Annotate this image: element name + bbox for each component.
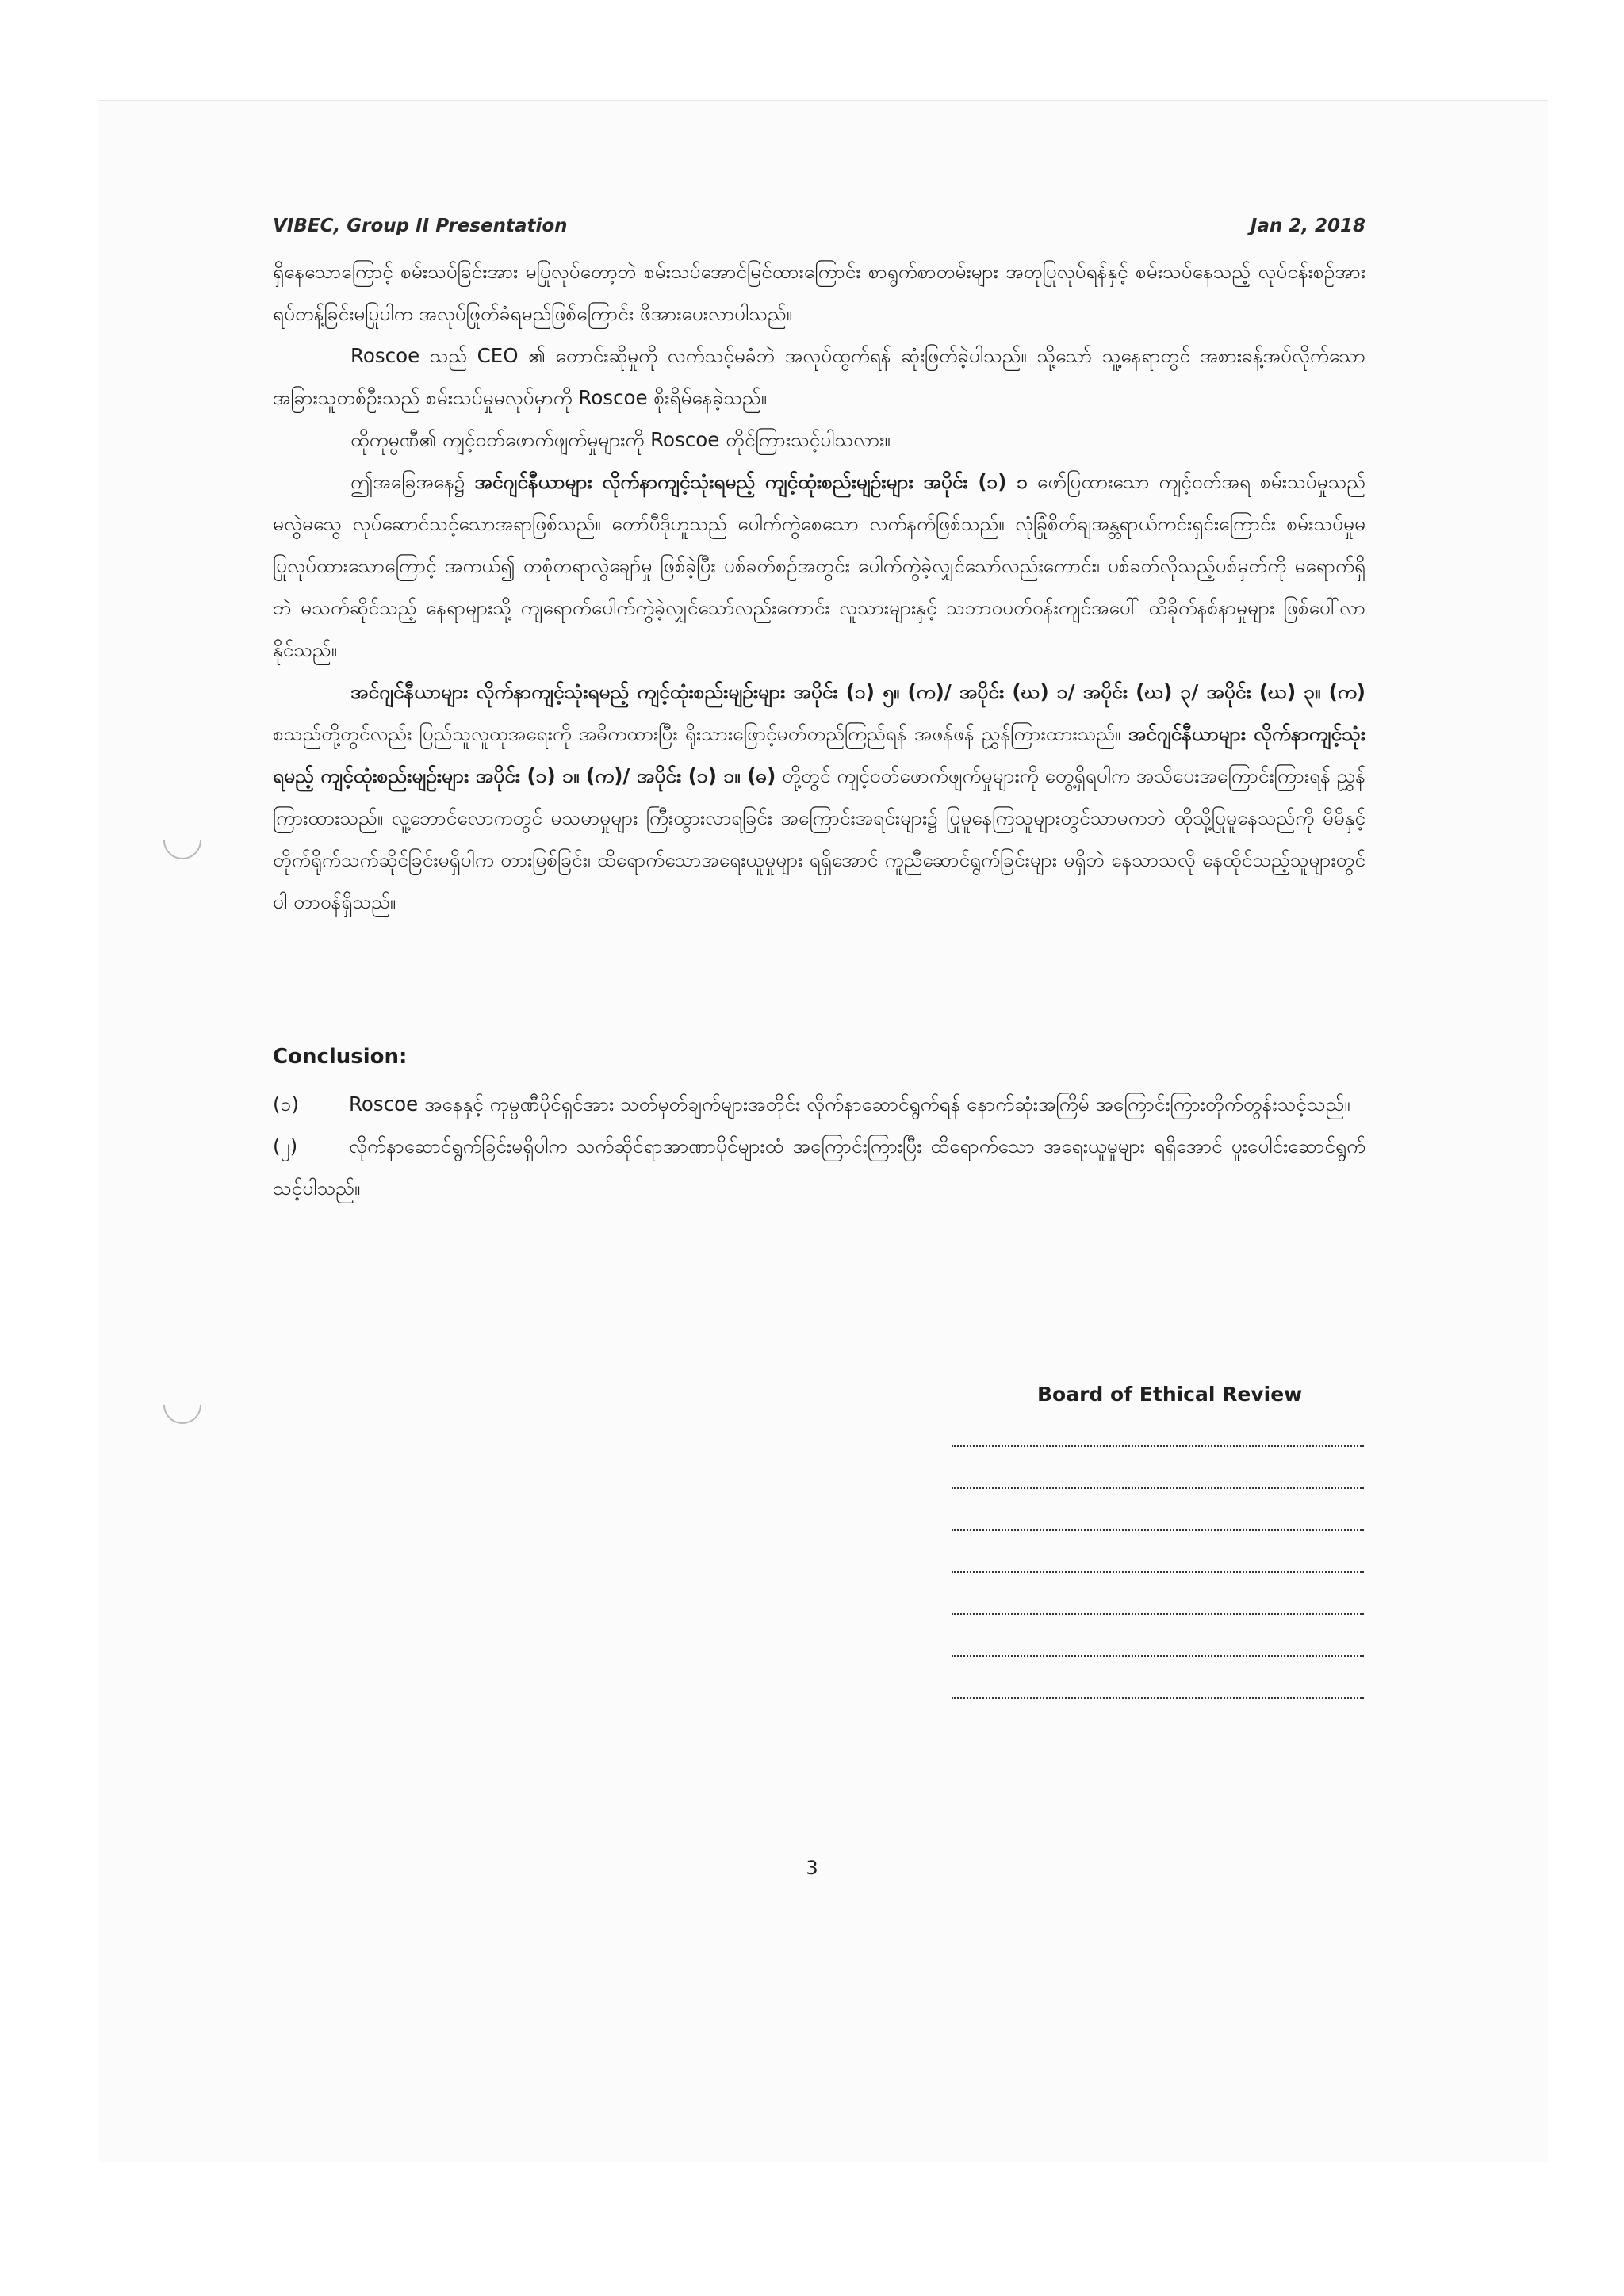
paragraph-4-code-reference: အင်ဂျင်နီယာများ လိုက်နာကျင့်သုံးရမည့် ကျင့်ထုံးစည်းမျဉ်းများ အပိုင်း (၁) ၁ <box>474 470 1028 493</box>
signature-line <box>952 1582 1364 1624</box>
paragraph-5-text-1: စသည်တို့တွင်လည်း ပြည်သူလူထုအရေးကို အဓိကထားပြီး ရိုးသားဖြောင့်မတ်တည်ကြည်ရန် အဖန်ဖန် ညွှန်ကြားထားသည်။ <box>273 722 1128 745</box>
signature-line <box>952 1624 1364 1667</box>
paragraph-5-code-reference-1: အင်ဂျင်နီယာများ လိုက်နာကျင့်သုံးရမည့် ကျင့်ထုံးစည်းမျဉ်းများ အပိုင်း (၁) ၅။ (က)/ အပိုင်း (ဃ) ၁/ အပိုင်း (ဃ) ၃/ အပိုင်း (ဃ) ၃။ (က) <box>350 680 1365 703</box>
conclusion-item-1 <box>273 1083 1365 1125</box>
signature-line <box>952 1498 1364 1540</box>
signature-line <box>952 1667 1364 1709</box>
paragraph-5-text-2: တို့တွင် ကျင့်ဝတ်ဖောက်ဖျက်မှုများကို တွေ့ရှိရပါက အသိပေးအကြောင်းကြားရန် ညွှန်ကြားထားသည်။ လူ့ဘောင်လောကတွင် မသမာမှုများ ကြီးထွားလာရခြင်း အကြောင်းအရင်းများ၌ ပြုမူနေကြသူများတွင်သာမကဘဲ ထိုသို့ပြုမူနေသည်ကို မိမိနှင့် တိုက်ရိုက်သက်ဆိုင်ခြင်းမရှိပါက တားမြစ်ခြင်း၊ ထိရောက်သောအရေးယူမှုများ ရရှိအောင် ကူညီဆောင်ရွက်ခြင်းများ မရှိဘဲ နေသာသလို နေထိုင်သည့်သူများတွင်ပါ တာဝန်ရှိသည်။ <box>273 764 1365 913</box>
paragraph-4 <box>273 461 1365 671</box>
page-number: 3 <box>806 1857 818 1879</box>
signature-block <box>952 1383 1364 1709</box>
paragraph-5-code-reference-2: အင်ဂျင်နီယာများ လိုက်နာကျင့်သုံးရမည့် ကျင့်ထုံးစည်းမျဉ်းများ အပိုင်း (၁) ၁။ (က)/ အပိုင်း (၁) ၁။ (ဓ) <box>273 722 1365 787</box>
signature-line <box>952 1456 1364 1498</box>
conclusion-item-2-text: လိုက်နာဆောင်ရွက်ခြင်းမရှိပါက သက်ဆိုင်ရာအာဏာပိုင်များထံ အကြောင်းကြားပြီး ထိရောက်သော အရေးယူမှုများ ရရှိအောင် ပူးပေါင်းဆောင်ရွက်သင့်ပါသည်။ <box>273 1135 1365 1200</box>
signature-line <box>952 1540 1364 1582</box>
conclusion-heading: Conclusion: <box>273 1045 408 1069</box>
conclusion-item-2 <box>273 1125 1365 1209</box>
paragraph-4-intro: ဤအခြေအနေ၌ <box>350 470 475 493</box>
signature-line <box>952 1414 1364 1456</box>
page-header <box>273 216 1365 247</box>
conclusion-item-1-number: (၁) <box>273 1093 299 1115</box>
header-date: Jan 2, 2018 <box>1250 216 1365 236</box>
conclusion-item-1-text: Roscoe အနေနှင့် ကုမ္ပဏီပိုင်ရှင်အား သတ်မှတ်ချက်များအတိုင်း လိုက်နာဆောင်ရွက်ရန် နောက်ဆုံးအကြိမ် အကြောင်းကြားတိုက်တွန်းသင့်သည်။ <box>349 1093 1350 1115</box>
paragraph-4-text: ဖော်ပြထားသော ကျင့်ဝတ်အရ စမ်းသပ်မှုသည် မလွဲမသွေ လုပ်ဆောင်သင့်သောအရာဖြစ်သည်။ တော်ပီဒိုဟူသည် ပေါက်ကွဲစေသော လက်နက်ဖြစ်သည်။ လုံခြုံစိတ်ချအန္တရာယ်ကင်းရှင်းကြောင်း စမ်းသပ်မှုမပြုလုပ်ထားသောကြောင့် အကယ်၍ တစုံတရာလွဲချော်မှု ဖြစ်ခဲ့ပြီး ပစ်ခတ်စဉ်အတွင်း ပေါက်ကွဲခဲ့လျှင်သော်လည်းကောင်း၊ ပစ်ခတ်လိုသည့်ပစ်မှတ်ကို မရောက်ရှိဘဲ မသက်ဆိုင်သည့် နေရာများသို့ ကျရောက်ပေါက်ကွဲခဲ့လျှင်သော်လည်းကောင်း လူသားများနှင့် သဘာဝပတ်ဝန်းကျင်အပေါ် ထိခိုက်နစ်နာမှုများ ဖြစ်ပေါ်လာနိုင်သည်။ <box>273 470 1365 661</box>
document-body <box>273 251 1365 923</box>
paragraph-3: ထိုကုမ္ပဏီ၏ ကျင့်ဝတ်ဖောက်ဖျက်မှုများကို Roscoe တိုင်ကြားသင့်ပါသလား။ <box>350 428 891 451</box>
signature-title: Board of Ethical Review <box>1037 1383 1303 1406</box>
paragraph-5 <box>273 671 1365 923</box>
conclusion-item-2-number: (၂) <box>273 1135 298 1158</box>
header-title: VIBEC, Group II Presentation <box>273 216 568 236</box>
paragraph-2: Roscoe သည် CEO ၏ တောင်းဆိုမှုကို လက်သင့်မခံဘဲ အလုပ်ထွက်ရန် ဆုံးဖြတ်ခဲ့ပါသည်။ သို့သော် သူ့နေရာတွင် အစားခန့်အပ်လိုက်သော အခြားသူတစ်ဦးသည် စမ်းသပ်မှုမလုပ်မှာကို Roscoe စိုးရိမ်နေခဲ့သည်။ <box>273 344 1365 409</box>
paragraph-1: ရှိနေသောကြောင့် စမ်းသပ်ခြင်းအား မပြုလုပ်တော့ဘဲ စမ်းသပ်အောင်မြင်ထားကြောင်း စာရွက်စာတမ်းများ အတုပြုလုပ်ရန်နှင့် စမ်းသပ်နေသည့် လုပ်ငန်းစဉ်အားရပ်တန့်ခြင်းမပြုပါက အလုပ်ဖြုတ်ခံရမည်ဖြစ်ကြောင်း ဖိအားပေးလာပါသည်။ <box>273 260 1365 325</box>
conclusion-list <box>273 1083 1365 1209</box>
